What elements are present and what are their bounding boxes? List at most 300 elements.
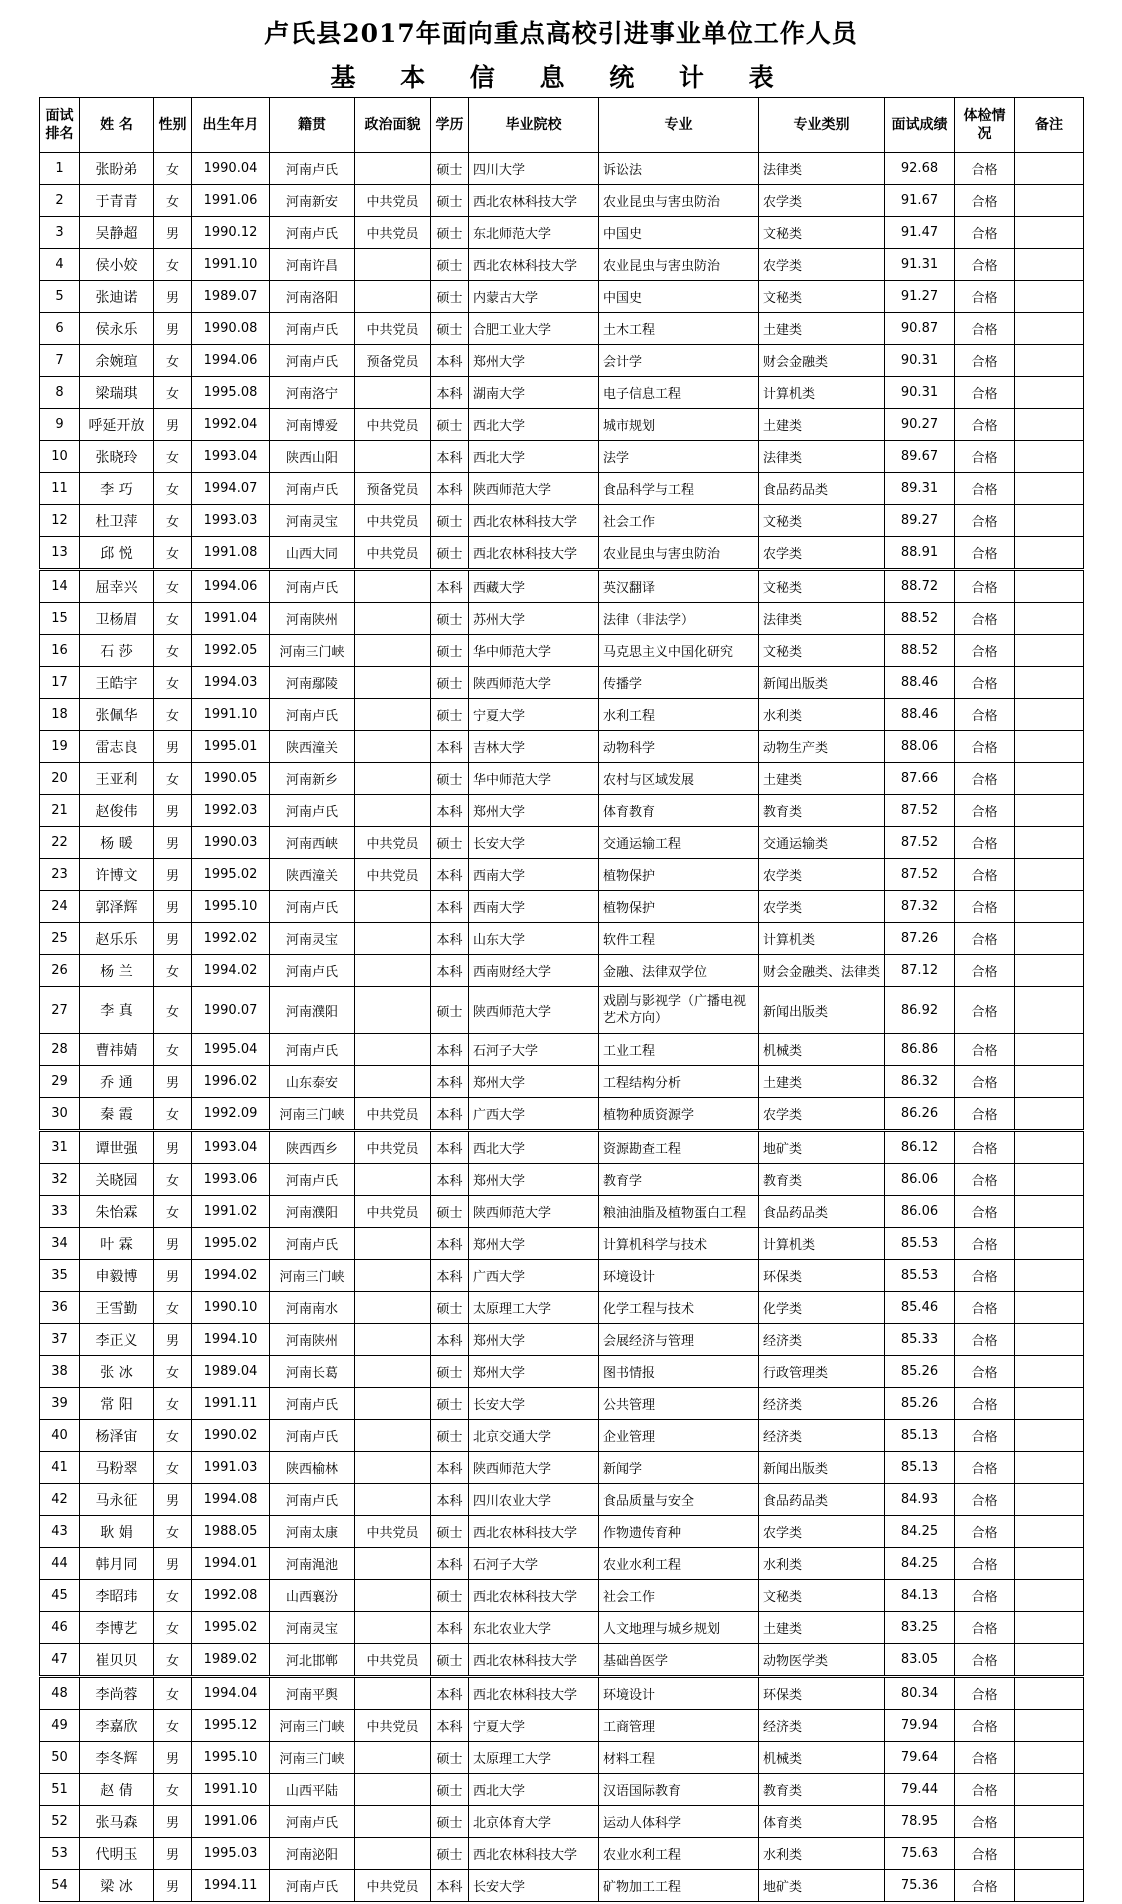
header-physical-exam: 体检情况 xyxy=(955,98,1015,153)
page-title: 卢氏县2017年面向重点高校引进事业单位工作人员 xyxy=(264,19,858,48)
cell-gender: 女 xyxy=(154,249,192,281)
cell-school: 郑州大学 xyxy=(469,1356,599,1388)
cell-political-status xyxy=(355,249,431,281)
cell-education: 本科 xyxy=(431,795,469,827)
cell-score: 87.52 xyxy=(885,795,955,827)
cell-birth: 1994.06 xyxy=(192,345,270,377)
cell-major-category: 机械类 xyxy=(759,1034,885,1066)
cell-education: 硕士 xyxy=(431,603,469,635)
cell-name: 张盼弟 xyxy=(80,153,154,185)
cell-major: 软件工程 xyxy=(599,923,759,955)
cell-political-status xyxy=(355,377,431,409)
cell-physical-exam: 合格 xyxy=(955,1806,1015,1838)
cell-political-status xyxy=(355,570,431,603)
cell-remarks xyxy=(1015,923,1084,955)
cell-remarks xyxy=(1015,859,1084,891)
cell-rank: 10 xyxy=(40,441,80,473)
header-major: 专业 xyxy=(599,98,759,153)
cell-native-place: 河南卢氏 xyxy=(270,1420,355,1452)
cell-remarks xyxy=(1015,377,1084,409)
table-body xyxy=(40,153,1084,1902)
cell-physical-exam: 合格 xyxy=(955,153,1015,185)
cell-remarks xyxy=(1015,1034,1084,1066)
cell-major-category: 土建类 xyxy=(759,313,885,345)
cell-political-status xyxy=(355,795,431,827)
cell-birth: 1991.10 xyxy=(192,699,270,731)
cell-name: 卫杨眉 xyxy=(80,603,154,635)
cell-name: 杜卫萍 xyxy=(80,505,154,537)
cell-birth: 1991.03 xyxy=(192,1452,270,1484)
cell-education: 本科 xyxy=(431,891,469,923)
cell-political-status xyxy=(355,891,431,923)
cell-remarks xyxy=(1015,1324,1084,1356)
cell-school: 西北农林科技大学 xyxy=(469,1644,599,1677)
cell-rank: 50 xyxy=(40,1742,80,1774)
cell-physical-exam: 合格 xyxy=(955,1677,1015,1710)
cell-remarks xyxy=(1015,1806,1084,1838)
table-row xyxy=(40,249,1084,281)
cell-major: 作物遗传育种 xyxy=(599,1516,759,1548)
cell-rank: 1 xyxy=(40,153,80,185)
cell-score: 84.25 xyxy=(885,1548,955,1580)
cell-name: 赵俊伟 xyxy=(80,795,154,827)
cell-birth: 1995.01 xyxy=(192,731,270,763)
cell-native-place: 山西襄汾 xyxy=(270,1580,355,1612)
cell-school: 陕西师范大学 xyxy=(469,987,599,1034)
cell-major-category: 经济类 xyxy=(759,1324,885,1356)
cell-name: 李嘉欣 xyxy=(80,1710,154,1742)
cell-native-place: 河南卢氏 xyxy=(270,345,355,377)
header-education: 学历 xyxy=(431,98,469,153)
cell-birth: 1989.07 xyxy=(192,281,270,313)
cell-physical-exam: 合格 xyxy=(955,1324,1015,1356)
cell-major-category: 土建类 xyxy=(759,409,885,441)
cell-score: 83.05 xyxy=(885,1644,955,1677)
table-row xyxy=(40,795,1084,827)
cell-birth: 1995.04 xyxy=(192,1034,270,1066)
cell-major: 社会工作 xyxy=(599,505,759,537)
cell-gender: 女 xyxy=(154,1612,192,1644)
cell-remarks xyxy=(1015,1131,1084,1164)
table-row xyxy=(40,1742,1084,1774)
cell-score: 85.13 xyxy=(885,1420,955,1452)
cell-school: 合肥工业大学 xyxy=(469,313,599,345)
table-row xyxy=(40,1324,1084,1356)
cell-physical-exam: 合格 xyxy=(955,185,1015,217)
cell-native-place: 河南平舆 xyxy=(270,1677,355,1710)
cell-native-place: 河南三门峡 xyxy=(270,1742,355,1774)
cell-native-place: 河北邯郸 xyxy=(270,1644,355,1677)
cell-major-category: 新闻出版类 xyxy=(759,667,885,699)
cell-major: 英汉翻译 xyxy=(599,570,759,603)
cell-gender: 女 xyxy=(154,1710,192,1742)
cell-school: 华中师范大学 xyxy=(469,635,599,667)
cell-gender: 男 xyxy=(154,217,192,249)
cell-name: 石 莎 xyxy=(80,635,154,667)
cell-score: 90.31 xyxy=(885,345,955,377)
cell-major: 戏剧与影视学（广播电视艺术方向） xyxy=(599,987,759,1034)
cell-major: 环境设计 xyxy=(599,1677,759,1710)
table-row xyxy=(40,1228,1084,1260)
cell-birth: 1989.02 xyxy=(192,1644,270,1677)
cell-political-status xyxy=(355,153,431,185)
cell-name: 代明玉 xyxy=(80,1838,154,1870)
cell-score: 88.46 xyxy=(885,699,955,731)
cell-name: 于青青 xyxy=(80,185,154,217)
cell-political-status xyxy=(355,1034,431,1066)
cell-political-status xyxy=(355,1324,431,1356)
cell-major: 公共管理 xyxy=(599,1388,759,1420)
cell-score: 91.31 xyxy=(885,249,955,281)
cell-name: 张马森 xyxy=(80,1806,154,1838)
cell-rank: 27 xyxy=(40,987,80,1034)
cell-score: 89.27 xyxy=(885,505,955,537)
cell-name: 王亚利 xyxy=(80,763,154,795)
cell-name: 王皓宇 xyxy=(80,667,154,699)
cell-remarks xyxy=(1015,1870,1084,1902)
cell-score: 75.36 xyxy=(885,1870,955,1902)
cell-education: 硕士 xyxy=(431,1196,469,1228)
cell-gender: 男 xyxy=(154,923,192,955)
cell-education: 硕士 xyxy=(431,153,469,185)
cell-birth: 1990.05 xyxy=(192,763,270,795)
cell-major: 计算机科学与技术 xyxy=(599,1228,759,1260)
cell-gender: 女 xyxy=(154,1420,192,1452)
cell-name: 杨 暖 xyxy=(80,827,154,859)
cell-physical-exam: 合格 xyxy=(955,345,1015,377)
cell-school: 西北农林科技大学 xyxy=(469,537,599,570)
cell-birth: 1994.02 xyxy=(192,955,270,987)
cell-major-category: 新闻出版类 xyxy=(759,987,885,1034)
cell-political-status xyxy=(355,1548,431,1580)
cell-education: 本科 xyxy=(431,377,469,409)
cell-name: 赵乐乐 xyxy=(80,923,154,955)
cell-score: 90.31 xyxy=(885,377,955,409)
cell-rank: 9 xyxy=(40,409,80,441)
cell-score: 87.52 xyxy=(885,827,955,859)
cell-rank: 34 xyxy=(40,1228,80,1260)
cell-major: 金融、法律双学位 xyxy=(599,955,759,987)
table-row xyxy=(40,923,1084,955)
cell-physical-exam: 合格 xyxy=(955,1164,1015,1196)
cell-political-status xyxy=(355,635,431,667)
cell-education: 本科 xyxy=(431,441,469,473)
table-row xyxy=(40,1452,1084,1484)
cell-major-category: 行政管理类 xyxy=(759,1356,885,1388)
cell-physical-exam: 合格 xyxy=(955,1484,1015,1516)
cell-school: 西北农林科技大学 xyxy=(469,185,599,217)
cell-rank: 42 xyxy=(40,1484,80,1516)
cell-school: 郑州大学 xyxy=(469,1324,599,1356)
cell-major-category: 教育类 xyxy=(759,795,885,827)
cell-physical-exam: 合格 xyxy=(955,923,1015,955)
cell-gender: 男 xyxy=(154,313,192,345)
cell-political-status xyxy=(355,1838,431,1870)
cell-gender: 女 xyxy=(154,667,192,699)
cell-name: 李正义 xyxy=(80,1324,154,1356)
cell-school: 西南财经大学 xyxy=(469,955,599,987)
header-name: 姓 名 xyxy=(80,98,154,153)
cell-rank: 37 xyxy=(40,1324,80,1356)
cell-physical-exam: 合格 xyxy=(955,827,1015,859)
cell-political-status: 中共党员 xyxy=(355,1098,431,1131)
cell-remarks xyxy=(1015,1644,1084,1677)
cell-remarks xyxy=(1015,313,1084,345)
cell-education: 硕士 xyxy=(431,1644,469,1677)
cell-rank: 36 xyxy=(40,1292,80,1324)
cell-native-place: 河南卢氏 xyxy=(270,795,355,827)
header-rank: 面试排名 xyxy=(40,98,80,153)
cell-name: 乔 通 xyxy=(80,1066,154,1098)
cell-score: 80.34 xyxy=(885,1677,955,1710)
cell-native-place: 河南三门峡 xyxy=(270,1710,355,1742)
cell-major: 中国史 xyxy=(599,281,759,313)
cell-gender: 男 xyxy=(154,891,192,923)
cell-school: 东北农业大学 xyxy=(469,1612,599,1644)
cell-rank: 46 xyxy=(40,1612,80,1644)
cell-physical-exam: 合格 xyxy=(955,1420,1015,1452)
cell-score: 90.27 xyxy=(885,409,955,441)
cell-score: 87.12 xyxy=(885,955,955,987)
cell-name: 侯永乐 xyxy=(80,313,154,345)
info-table xyxy=(39,97,1084,1902)
cell-native-place: 河南卢氏 xyxy=(270,313,355,345)
cell-remarks xyxy=(1015,987,1084,1034)
cell-major-category: 法律类 xyxy=(759,153,885,185)
cell-education: 本科 xyxy=(431,1098,469,1131)
cell-name: 韩月同 xyxy=(80,1548,154,1580)
cell-native-place: 河南卢氏 xyxy=(270,955,355,987)
cell-major-category: 动物生产类 xyxy=(759,731,885,763)
cell-native-place: 陕西榆林 xyxy=(270,1452,355,1484)
cell-name: 秦 霞 xyxy=(80,1098,154,1131)
cell-remarks xyxy=(1015,731,1084,763)
cell-native-place: 河南卢氏 xyxy=(270,473,355,505)
cell-score: 89.31 xyxy=(885,473,955,505)
cell-physical-exam: 合格 xyxy=(955,409,1015,441)
cell-remarks xyxy=(1015,1260,1084,1292)
cell-gender: 女 xyxy=(154,441,192,473)
cell-major-category: 农学类 xyxy=(759,537,885,570)
cell-political-status xyxy=(355,441,431,473)
cell-birth: 1994.10 xyxy=(192,1324,270,1356)
cell-education: 本科 xyxy=(431,859,469,891)
cell-political-status: 预备党员 xyxy=(355,345,431,377)
cell-native-place: 河南卢氏 xyxy=(270,699,355,731)
cell-gender: 女 xyxy=(154,473,192,505)
cell-name: 邱 悦 xyxy=(80,537,154,570)
cell-rank: 40 xyxy=(40,1420,80,1452)
cell-gender: 女 xyxy=(154,955,192,987)
cell-major-category: 文秘类 xyxy=(759,505,885,537)
cell-name: 叶 霖 xyxy=(80,1228,154,1260)
cell-political-status xyxy=(355,1388,431,1420)
cell-gender: 男 xyxy=(154,281,192,313)
cell-score: 88.52 xyxy=(885,635,955,667)
table-row xyxy=(40,313,1084,345)
cell-score: 85.46 xyxy=(885,1292,955,1324)
cell-major-category: 文秘类 xyxy=(759,570,885,603)
cell-education: 本科 xyxy=(431,1228,469,1260)
cell-remarks xyxy=(1015,635,1084,667)
cell-physical-exam: 合格 xyxy=(955,570,1015,603)
cell-name: 侯小姣 xyxy=(80,249,154,281)
cell-native-place: 河南卢氏 xyxy=(270,1388,355,1420)
cell-major: 会展经济与管理 xyxy=(599,1324,759,1356)
cell-score: 75.63 xyxy=(885,1838,955,1870)
cell-education: 硕士 xyxy=(431,505,469,537)
cell-score: 88.72 xyxy=(885,570,955,603)
cell-birth: 1993.06 xyxy=(192,1164,270,1196)
cell-major: 工商管理 xyxy=(599,1710,759,1742)
cell-birth: 1993.04 xyxy=(192,1131,270,1164)
table-row xyxy=(40,1131,1084,1164)
cell-school: 苏州大学 xyxy=(469,603,599,635)
cell-education: 硕士 xyxy=(431,1806,469,1838)
table-row xyxy=(40,1484,1084,1516)
cell-school: 山东大学 xyxy=(469,923,599,955)
cell-political-status: 中共党员 xyxy=(355,1196,431,1228)
cell-physical-exam: 合格 xyxy=(955,1196,1015,1228)
table-row xyxy=(40,1066,1084,1098)
cell-physical-exam: 合格 xyxy=(955,281,1015,313)
cell-gender: 男 xyxy=(154,1870,192,1902)
cell-political-status: 中共党员 xyxy=(355,859,431,891)
cell-native-place: 河南灵宝 xyxy=(270,505,355,537)
cell-major: 体育教育 xyxy=(599,795,759,827)
cell-political-status: 中共党员 xyxy=(355,1516,431,1548)
cell-score: 87.52 xyxy=(885,859,955,891)
cell-education: 硕士 xyxy=(431,1774,469,1806)
cell-remarks xyxy=(1015,1228,1084,1260)
cell-major: 交通运输工程 xyxy=(599,827,759,859)
header-major-category: 专业类别 xyxy=(759,98,885,153)
cell-rank: 39 xyxy=(40,1388,80,1420)
cell-physical-exam: 合格 xyxy=(955,1034,1015,1066)
cell-education: 硕士 xyxy=(431,1838,469,1870)
cell-education: 硕士 xyxy=(431,313,469,345)
cell-rank: 19 xyxy=(40,731,80,763)
cell-remarks xyxy=(1015,603,1084,635)
cell-birth: 1989.04 xyxy=(192,1356,270,1388)
cell-school: 广西大学 xyxy=(469,1098,599,1131)
cell-remarks xyxy=(1015,1484,1084,1516)
cell-education: 硕士 xyxy=(431,1388,469,1420)
cell-school: 四川大学 xyxy=(469,153,599,185)
cell-score: 85.53 xyxy=(885,1228,955,1260)
cell-school: 华中师范大学 xyxy=(469,763,599,795)
cell-school: 西北农林科技大学 xyxy=(469,1580,599,1612)
table-row xyxy=(40,1806,1084,1838)
table-row xyxy=(40,153,1084,185)
cell-remarks xyxy=(1015,1452,1084,1484)
cell-education: 硕士 xyxy=(431,537,469,570)
cell-major: 电子信息工程 xyxy=(599,377,759,409)
cell-major-category: 财会金融类 xyxy=(759,345,885,377)
cell-education: 硕士 xyxy=(431,281,469,313)
cell-rank: 8 xyxy=(40,377,80,409)
cell-major: 农业昆虫与害虫防治 xyxy=(599,185,759,217)
cell-political-status: 中共党员 xyxy=(355,409,431,441)
cell-education: 硕士 xyxy=(431,1742,469,1774)
cell-native-place: 河南卢氏 xyxy=(270,891,355,923)
cell-school: 西北大学 xyxy=(469,1131,599,1164)
cell-birth: 1991.11 xyxy=(192,1388,270,1420)
cell-school: 西南大学 xyxy=(469,891,599,923)
header-gender: 性别 xyxy=(154,98,192,153)
table-row xyxy=(40,473,1084,505)
cell-birth: 1994.04 xyxy=(192,1677,270,1710)
cell-remarks xyxy=(1015,1580,1084,1612)
table-row xyxy=(40,827,1084,859)
cell-name: 梁瑞琪 xyxy=(80,377,154,409)
cell-major: 农业水利工程 xyxy=(599,1838,759,1870)
cell-major: 马克思主义中国化研究 xyxy=(599,635,759,667)
cell-remarks xyxy=(1015,1548,1084,1580)
cell-remarks xyxy=(1015,537,1084,570)
cell-political-status xyxy=(355,667,431,699)
cell-rank: 38 xyxy=(40,1356,80,1388)
cell-native-place: 山西平陆 xyxy=(270,1774,355,1806)
cell-major-category: 文秘类 xyxy=(759,635,885,667)
cell-school: 西北农林科技大学 xyxy=(469,249,599,281)
cell-political-status xyxy=(355,1612,431,1644)
cell-major-category: 交通运输类 xyxy=(759,827,885,859)
cell-school: 西北农林科技大学 xyxy=(469,1838,599,1870)
cell-school: 北京交通大学 xyxy=(469,1420,599,1452)
cell-gender: 女 xyxy=(154,635,192,667)
cell-education: 硕士 xyxy=(431,249,469,281)
header-score: 面试成绩 xyxy=(885,98,955,153)
cell-physical-exam: 合格 xyxy=(955,1612,1015,1644)
cell-political-status xyxy=(355,603,431,635)
table-row xyxy=(40,1580,1084,1612)
cell-name: 李昭玮 xyxy=(80,1580,154,1612)
cell-major: 汉语国际教育 xyxy=(599,1774,759,1806)
cell-school: 陕西师范大学 xyxy=(469,1196,599,1228)
cell-major-category: 地矿类 xyxy=(759,1870,885,1902)
cell-birth: 1991.10 xyxy=(192,249,270,281)
cell-rank: 54 xyxy=(40,1870,80,1902)
cell-birth: 1995.12 xyxy=(192,1710,270,1742)
cell-native-place: 河南濮阳 xyxy=(270,987,355,1034)
cell-school: 长安大学 xyxy=(469,1870,599,1902)
cell-birth: 1991.06 xyxy=(192,1806,270,1838)
cell-physical-exam: 合格 xyxy=(955,1580,1015,1612)
cell-birth: 1990.03 xyxy=(192,827,270,859)
cell-school: 陕西师范大学 xyxy=(469,473,599,505)
cell-remarks xyxy=(1015,185,1084,217)
cell-score: 79.94 xyxy=(885,1710,955,1742)
header-school: 毕业院校 xyxy=(469,98,599,153)
cell-score: 78.95 xyxy=(885,1806,955,1838)
cell-native-place: 山西大同 xyxy=(270,537,355,570)
cell-gender: 男 xyxy=(154,1131,192,1164)
cell-rank: 26 xyxy=(40,955,80,987)
cell-major: 图书情报 xyxy=(599,1356,759,1388)
cell-rank: 33 xyxy=(40,1196,80,1228)
cell-political-status xyxy=(355,1260,431,1292)
table-row xyxy=(40,1164,1084,1196)
cell-birth: 1991.10 xyxy=(192,1774,270,1806)
cell-remarks xyxy=(1015,795,1084,827)
cell-school: 四川农业大学 xyxy=(469,1484,599,1516)
cell-physical-exam: 合格 xyxy=(955,699,1015,731)
cell-score: 84.13 xyxy=(885,1580,955,1612)
cell-rank: 22 xyxy=(40,827,80,859)
cell-rank: 12 xyxy=(40,505,80,537)
cell-rank: 47 xyxy=(40,1644,80,1677)
